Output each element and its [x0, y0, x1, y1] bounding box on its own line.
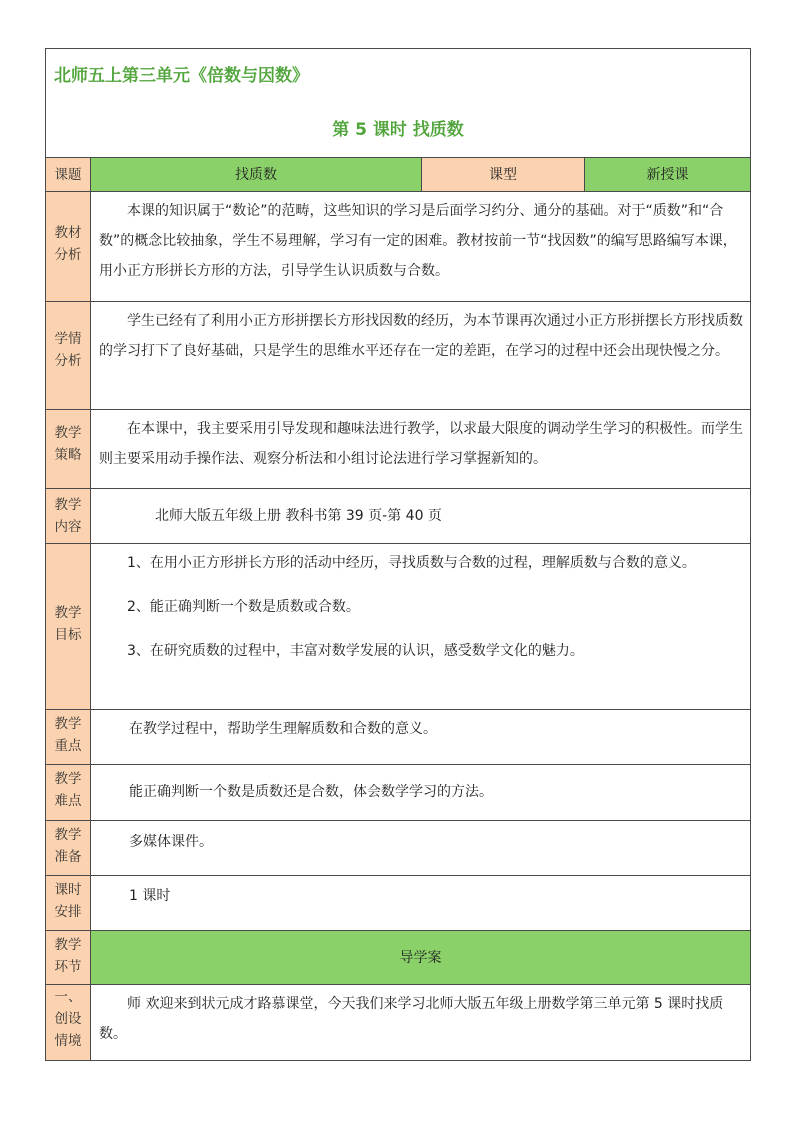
material-label-line1: 教材 [54, 225, 82, 241]
row-material [46, 192, 751, 302]
material-paragraph: 本课的知识属于“数论”的范畴，这些知识的学习是后面学习约分、通分的基础。对于“质数”和“合数”的概念比较抽象，学生不易理解，学习有一定的困难。教材按前一节“找因数”的编写思路编写本课，用小正方形拼长方形的方法，引导学生认识质数与合数。 [99, 203, 737, 279]
goal-item: 1、在用小正方形拼长方形的活动中经历，寻找质数与合数的过程，理解质数与合数的意义。 [127, 555, 696, 571]
students-text [91, 302, 751, 410]
process-value: 导学案 [91, 931, 751, 985]
lesson-title: 第 5 课时 找质数 [332, 120, 464, 140]
row-goals [46, 544, 751, 710]
goals-label [46, 544, 91, 710]
students-label [46, 302, 91, 410]
material-label-line2: 分析 [54, 247, 82, 263]
schedule-text: 1 课时 [91, 876, 751, 931]
type-label: 课型 [422, 158, 585, 192]
process-label [46, 931, 91, 985]
content-text [91, 489, 751, 544]
row-schedule [46, 876, 751, 931]
row-process [46, 931, 751, 985]
strategy-label [46, 410, 91, 489]
difficulty-label-line1: 教学 [54, 771, 82, 787]
lesson-plan-sheet [45, 48, 750, 1061]
situation-label-line2: 创设 [54, 1011, 82, 1027]
prep-label-line1: 教学 [54, 827, 82, 843]
goals-label-line1: 教学 [54, 605, 82, 621]
content-paragraph: 北师大版五年级上册 教科书第 39 页-第 40 页 [155, 508, 442, 524]
situation-label [46, 985, 91, 1061]
row-difficulty [46, 765, 751, 821]
goals-label-line2: 目标 [54, 627, 82, 643]
process-label-line2: 环节 [54, 959, 82, 975]
schedule-label [46, 876, 91, 931]
students-paragraph: 学生已经有了利用小正方形拼摆长方形找因数的经历，为本节课再次通过小正方形拼摆长方形找质数的学习打下了良好基础，只是学生的思维水平还存在一定的差距，在学习的过程中还会出现快慢之分。 [99, 313, 743, 359]
prep-label [46, 821, 91, 876]
content-label-line2: 内容 [54, 519, 82, 535]
key-point-label-line2: 重点 [54, 738, 82, 754]
situation-label-line1: 一、 [54, 989, 82, 1005]
row-content [46, 489, 751, 544]
prep-label-line2: 准备 [54, 849, 82, 865]
goal-item: 3、在研究质数的过程中，丰富对数学发展的认识，感受数学文化的魅力。 [127, 643, 584, 659]
students-label-line2: 分析 [54, 353, 82, 369]
strategy-text [91, 410, 751, 489]
strategy-paragraph: 在本课中，我主要采用引导发现和趣味法进行教学，以求最大限度的调动学生学习的积极性。而学生则主要采用动手操作法、观察分析法和小组讨论法进行学习掌握新知的。 [99, 421, 743, 467]
strategy-label-line1: 教学 [54, 425, 82, 441]
material-text [91, 192, 751, 302]
key-point-label-line1: 教学 [54, 716, 82, 732]
schedule-label-line2: 安排 [54, 904, 82, 920]
row-situation [46, 985, 751, 1061]
row-key-point [46, 710, 751, 765]
topic-value: 找质数 [91, 158, 422, 192]
row-prep [46, 821, 751, 876]
header-cell [46, 49, 751, 158]
difficulty-text: 能正确判断一个数是质数还是合数，体会数学学习的方法。 [91, 765, 751, 821]
situation-text [91, 985, 751, 1061]
content-label-line1: 教学 [54, 497, 82, 513]
goals-text [91, 544, 751, 710]
difficulty-label-line2: 难点 [54, 793, 82, 809]
goal-item: 2、能正确判断一个数是质数或合数。 [127, 599, 360, 615]
students-label-line1: 学情 [54, 331, 82, 347]
info-row [46, 158, 751, 192]
topic-label: 课题 [46, 158, 91, 192]
key-point-text: 在教学过程中，帮助学生理解质数和合数的意义。 [91, 710, 751, 765]
strategy-label-line2: 策略 [54, 447, 82, 463]
situation-paragraph: 师 欢迎来到状元成才路慕课堂，今天我们来学习北师大版五年级上册数学第三单元第 5 课时找质数。 [99, 996, 724, 1042]
prep-text: 多媒体课件。 [91, 821, 751, 876]
lesson-plan-table [45, 48, 751, 1061]
key-point-label [46, 710, 91, 765]
unit-title: 北师五上第三单元《倍数与因数》 [54, 66, 309, 86]
content-label [46, 489, 91, 544]
material-label [46, 192, 91, 302]
process-label-line1: 教学 [54, 937, 82, 953]
difficulty-label [46, 765, 91, 821]
situation-label-line3: 情境 [54, 1033, 82, 1049]
type-value: 新授课 [585, 158, 751, 192]
row-students [46, 302, 751, 410]
row-strategy [46, 410, 751, 489]
schedule-label-line1: 课时 [54, 882, 82, 898]
